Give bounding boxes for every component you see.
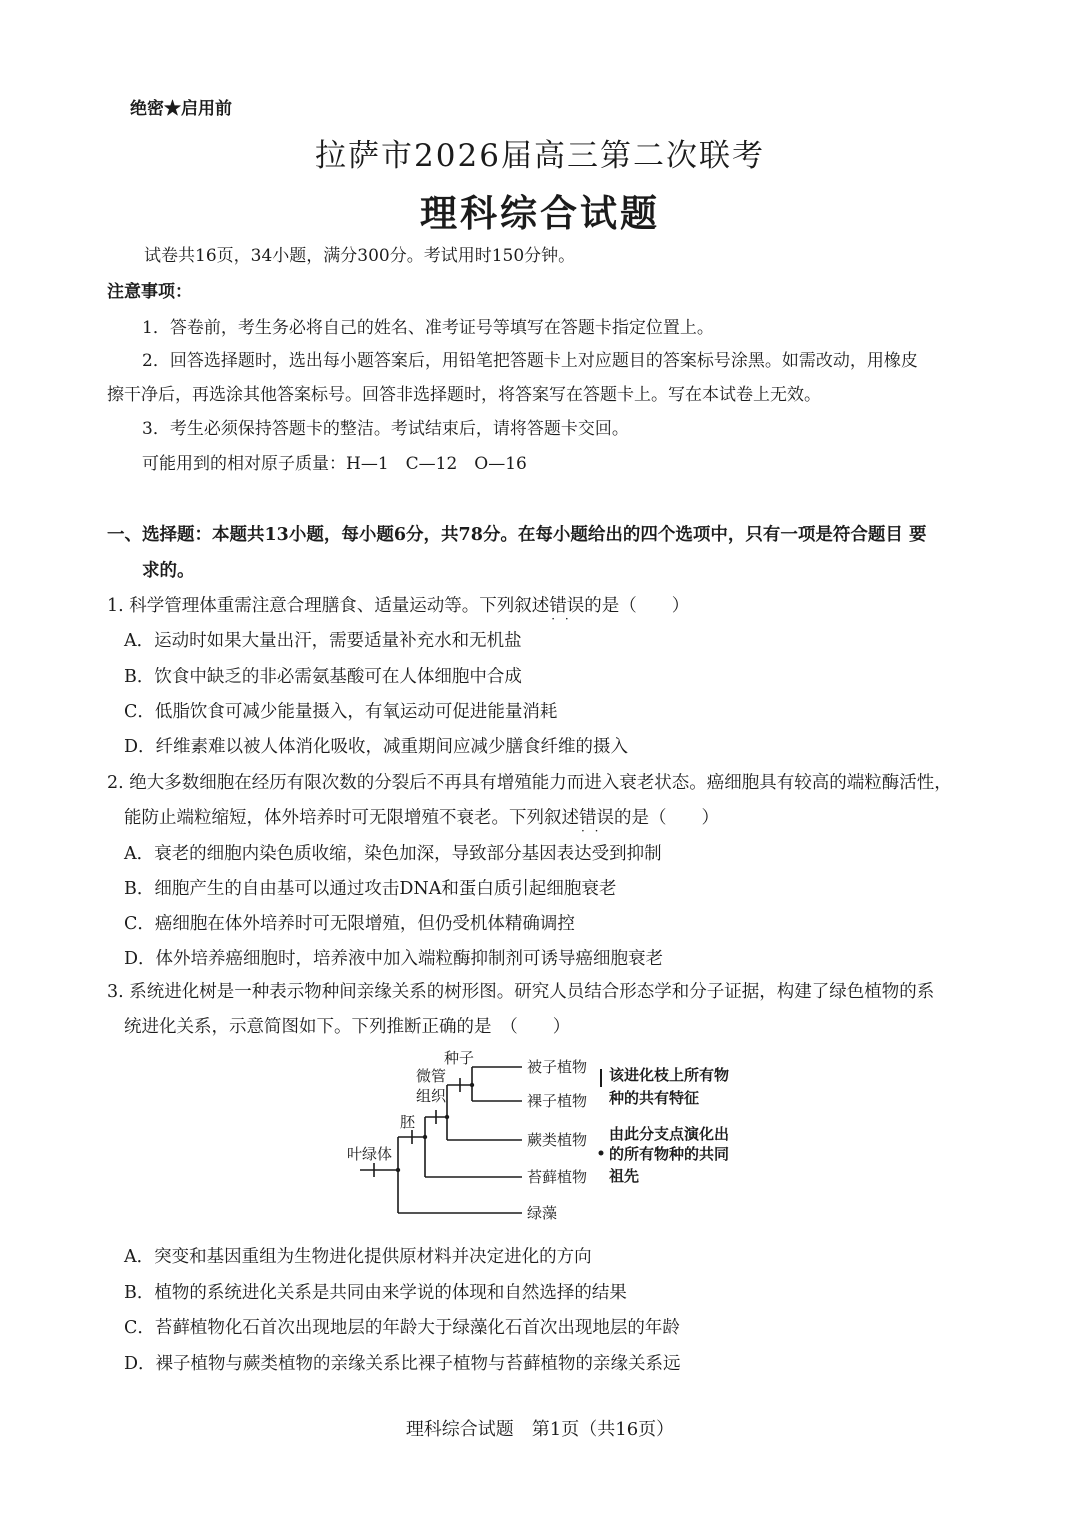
legend-dot-symbol [599,1151,604,1156]
atomic-mass-line: 可能用到的相对原子质量：H—1 C—12 O—16 [142,454,527,474]
notice-heading: 注意事项： [107,282,192,302]
question-2-option-b: B．细胞产生的自由基可以通过攻击DNA和蛋白质引起细胞衰老 [124,879,617,899]
node-dot-1 [396,1168,400,1172]
trait-chloroplast-label: 叶绿体 [347,1145,393,1163]
question-3-option-b: B．植物的系统进化关系是共同由来学说的体现和自然选择的结果 [124,1283,627,1303]
legend-dot-text-1: 由此分支点演化出 [609,1125,730,1143]
question-1-option-c: C．低脂饮食可减少能量摄入，有氧运动可促进能量消耗 [124,702,558,722]
taxon-gymnosperm-label: 裸子植物 [527,1092,588,1110]
question-1-emphasis: 错误 · · [549,596,584,616]
question-3-stem-line1: 3. 系统进化树是一种表示物种间亲缘关系的树形图。研究人员结合形态学和分子证据，构建了绿色植物的系 [107,982,935,1002]
page-footer: 理科综合试题 第1页（共16页） [405,1419,675,1440]
question-1-option-a: A．运动时如果大量出汗，需要适量补充水和无机盐 [124,631,522,651]
question-1-stem-post: 的是（ ） [584,596,690,616]
node-dot-4 [470,1083,474,1087]
question-2-option-a: A．衰老的细胞内染色质收缩，染色加深，导致部分基因表达受到抑制 [124,844,662,864]
question-3-option-a: A．突变和基因重组为生物进化提供原材料并决定进化的方向 [124,1247,592,1267]
legend-dot-text-3: 祖先 [609,1167,640,1185]
notice-item-1: 1．答卷前，考生务必将自己的姓名、准考证号等填写在答题卡指定位置上。 [142,318,714,338]
exam-title: 拉萨市2026届高三第二次联考 [315,138,765,174]
trait-embryo-label: 胚 [400,1113,416,1131]
question-1-stem-pre: 1. 科学管理体重需注意合理膳食、适量运动等。下列叙述 [107,596,550,616]
taxon-green-algae-label: 绿藻 [527,1204,558,1222]
question-2-stem-pre: 能防止端粒缩短，体外培养时可无限增殖不衰老。下列叙述 [124,808,579,828]
question-2-stem-line1: 2. 绝大多数细胞在经历有限次数的分裂后不再具有增殖能力而进入衰老状态。癌细胞具有较高的端粒酶活性， [107,773,952,793]
question-3-stem-line2: 统进化关系，示意简图如下。下列推断正确的是 （ ） [124,1017,571,1037]
question-2-stem-post: 的是（ ） [614,808,719,828]
taxon-fern-label: 蕨类植物 [527,1131,588,1149]
section-heading-cont: 求的。 [142,561,195,581]
question-2-option-d: D．体外培养癌细胞时，培养液中加入端粒酶抑制剂可诱导癌细胞衰老 [124,949,664,969]
trait-vascular-label-2: 组织 [416,1087,447,1105]
exam-summary: 试卷共16页，34小题，满分300分。考试用时150分钟。 [144,246,576,266]
subject-title: 理科综合试题 [420,191,660,235]
legend-bar-text-1: 该进化枝上所有物 [609,1066,730,1084]
trait-seed-label: 种子 [444,1049,475,1067]
legend-bar-text-2: 种的共有特征 [609,1089,700,1107]
question-2-emphasis: 错误 · · [579,808,614,828]
phylogenetic-tree-diagram [330,1045,750,1230]
question-1-option-d: D．纤维素难以被人体消化吸收，减重期间应减少膳食纤维的摄入 [124,737,629,757]
confidential-label: 绝密★启用前 [130,99,232,119]
notice-item-2a: 2．回答选择题时，选出每小题答案后，用铅笔把答题卡上对应题目的答案标号涂黑。如需改动，用橡皮 [142,351,918,371]
node-dot-2 [423,1135,427,1139]
section-heading: 一、选择题：本题共13小题，每小题6分，共78分。在每小题给出的四个选项中，只有一项是符合题目 要 [107,525,927,545]
question-2-stem-line2 [124,804,719,829]
question-2-option-c: C．癌细胞在体外培养时可无限增殖，但仍受机体精确调控 [124,914,575,934]
question-3-option-d: D．裸子植物与蕨类植物的亲缘关系比裸子植物与苔藓植物的亲缘关系远 [124,1354,681,1374]
legend-dot-text-2: 的所有物种的共同 [609,1145,730,1163]
notice-item-3: 3．考生必须保持答题卡的整洁。考试结束后，请将答题卡交回。 [142,419,629,439]
question-1-option-b: B．饮食中缺乏的非必需氨基酸可在人体细胞中合成 [124,667,522,687]
question-1-stem [107,592,689,617]
question-3-option-c: C．苔藓植物化石首次出现地层的年龄大于绿藻化石首次出现地层的年龄 [124,1318,680,1338]
node-dot-3 [445,1115,449,1119]
taxon-moss-label: 苔藓植物 [527,1168,588,1186]
trait-vascular-label-1: 微管 [416,1067,447,1085]
notice-item-2b: 擦干净后，再选涂其他答案标号。回答非选择题时，将答案写在答题卡上。写在本试卷上无效。 [107,385,821,405]
taxon-angiosperm-label: 被子植物 [527,1058,588,1076]
